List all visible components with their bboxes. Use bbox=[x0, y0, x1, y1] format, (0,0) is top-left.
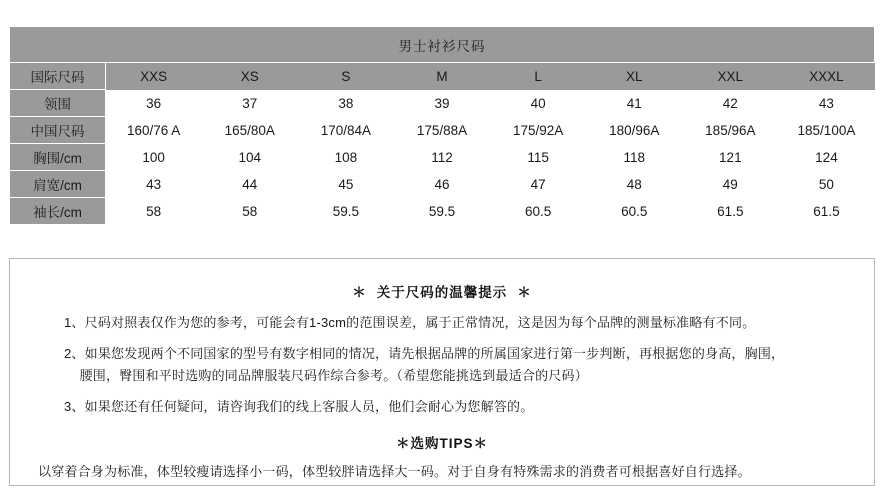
tips-item-3: 3、如果您还有任何疑问，请咨询我们的线上客服人员，他们会耐心为您解答的。 bbox=[64, 399, 534, 415]
cell-china-xxl: 185/96A bbox=[682, 117, 778, 144]
row-label-collar: 领围 bbox=[10, 90, 106, 117]
cell-sleeve-xxxl: 61.5 bbox=[778, 198, 874, 225]
row-label-chest: 胸围/cm bbox=[10, 144, 106, 171]
table-row bbox=[10, 117, 875, 144]
cell-collar-s: 38 bbox=[298, 90, 394, 117]
cell-collar-l: 40 bbox=[490, 90, 586, 117]
column-header-xxxl: XXXL bbox=[778, 63, 874, 90]
column-header-s: S bbox=[298, 63, 394, 90]
column-header-xxs: XXS bbox=[106, 63, 202, 90]
table-title-row bbox=[10, 27, 875, 63]
cell-shoulder-xxl: 49 bbox=[682, 171, 778, 198]
cell-collar-xs: 37 bbox=[202, 90, 298, 117]
cell-chest-xxl: 121 bbox=[682, 144, 778, 171]
column-header-xxl: XXL bbox=[682, 63, 778, 90]
cell-shoulder-m: 46 bbox=[394, 171, 490, 198]
cell-sleeve-m: 59.5 bbox=[394, 198, 490, 225]
cell-chest-l: 115 bbox=[490, 144, 586, 171]
star-icon-left-2: ＊ bbox=[395, 435, 411, 451]
star-icon-left: ＊ bbox=[352, 285, 367, 300]
star-icon-right-2: ＊ bbox=[473, 435, 488, 451]
tips-content bbox=[10, 259, 874, 492]
cell-china-m: 175/88A bbox=[394, 117, 490, 144]
cell-collar-m: 39 bbox=[394, 90, 490, 117]
cell-sleeve-s: 59.5 bbox=[298, 198, 394, 225]
column-header-m: M bbox=[394, 63, 490, 90]
cell-china-s: 170/84A bbox=[298, 117, 394, 144]
table-row bbox=[10, 198, 875, 225]
size-table-container bbox=[9, 26, 875, 225]
column-header-l: L bbox=[490, 63, 586, 90]
column-header-xl: XL bbox=[586, 63, 682, 90]
cell-china-xl: 180/96A bbox=[586, 117, 682, 144]
cell-collar-xxs: 36 bbox=[106, 90, 202, 117]
table-title: 男士衬衫尺码 bbox=[10, 27, 875, 63]
row-label-sleeve: 袖长/cm bbox=[10, 198, 106, 225]
tips-item-2b: 腰围，臀围和平时选购的同品牌服装尺码作综合参考。（希望您能挑选到最适合的尺码） bbox=[79, 368, 588, 384]
cell-china-xxxl: 185/100A bbox=[778, 117, 874, 144]
table-header-row bbox=[10, 63, 875, 90]
cell-china-xxs: 160/76 A bbox=[106, 117, 202, 144]
cell-chest-xl: 118 bbox=[586, 144, 682, 171]
tips-box bbox=[9, 258, 875, 486]
tips-heading-text: 关于尺码的温馨提示 bbox=[376, 285, 508, 300]
cell-sleeve-xxs: 58 bbox=[106, 198, 202, 225]
cell-chest-xxxl: 124 bbox=[778, 144, 874, 171]
cell-shoulder-xl: 48 bbox=[586, 171, 682, 198]
tips-heading-2-text: 选购TIPS bbox=[410, 435, 474, 451]
cell-chest-m: 112 bbox=[394, 144, 490, 171]
cell-shoulder-xs: 44 bbox=[202, 171, 298, 198]
cell-shoulder-l: 47 bbox=[490, 171, 586, 198]
cell-shoulder-xxs: 43 bbox=[106, 171, 202, 198]
column-header-xs: XS bbox=[202, 63, 298, 90]
cell-sleeve-l: 60.5 bbox=[490, 198, 586, 225]
cell-sleeve-xl: 60.5 bbox=[586, 198, 682, 225]
cell-china-xs: 165/80A bbox=[202, 117, 298, 144]
row-label-china-size: 中国尺码 bbox=[10, 117, 106, 144]
cell-chest-xs: 104 bbox=[202, 144, 298, 171]
cell-shoulder-s: 45 bbox=[298, 171, 394, 198]
star-icon-right: ＊ bbox=[517, 285, 532, 300]
cell-china-l: 175/92A bbox=[490, 117, 586, 144]
cell-chest-xxs: 100 bbox=[106, 144, 202, 171]
row-label-shoulder: 肩宽/cm bbox=[10, 171, 106, 198]
tips-final-text: 以穿着合身为标准，体型较瘦请选择小一码，体型较胖请选择大一码。对于自身有特殊需求的消费者可根据喜好自行选择。 bbox=[38, 463, 751, 479]
table-row bbox=[10, 144, 875, 171]
column-header-label: 国际尺码 bbox=[10, 63, 106, 90]
table-row bbox=[10, 171, 875, 198]
tips-heading-2 bbox=[38, 432, 846, 452]
size-table bbox=[9, 26, 875, 225]
cell-shoulder-xxxl: 50 bbox=[778, 171, 874, 198]
tips-item-2a: 2、如果您发现两个不同国家的型号有数字相同的情况，请先根据品牌的所属国家进行第一步判断，再根据您的身高，胸围， bbox=[64, 346, 785, 362]
tips-item-1: 1、尺码对照表仅作为您的参考，可能会有1-3cm的范围误差，属于正常情况，这是因为每个品牌的测量标准略有不同。 bbox=[64, 315, 756, 330]
tips-heading bbox=[38, 281, 846, 301]
cell-sleeve-xs: 58 bbox=[202, 198, 298, 225]
cell-collar-xxl: 42 bbox=[682, 90, 778, 117]
cell-chest-s: 108 bbox=[298, 144, 394, 171]
cell-collar-xxxl: 43 bbox=[778, 90, 874, 117]
cell-collar-xl: 41 bbox=[586, 90, 682, 117]
cell-sleeve-xxl: 61.5 bbox=[682, 198, 778, 225]
table-row bbox=[10, 90, 875, 117]
